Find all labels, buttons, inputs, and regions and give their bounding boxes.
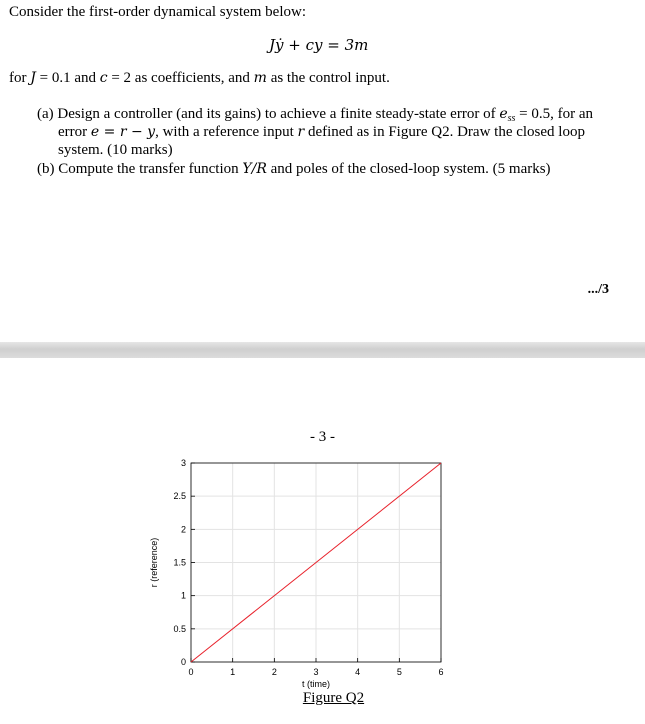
r-symbol: r [297, 124, 305, 140]
ess-subscript: ss [507, 113, 516, 124]
y-tick-label: 3 [180, 458, 186, 468]
x-tick-label: 2 [271, 667, 277, 677]
page-number: - 3 - [310, 429, 335, 445]
coef-mid2-text: = 2 as coefficients, and [107, 70, 254, 86]
coef-c-symbol: c [99, 70, 108, 86]
continued-page-marker: .../3 [587, 282, 609, 297]
transfer-function-symbol: Y/R [242, 161, 267, 177]
x-axis-label: t (time) [302, 679, 330, 689]
error-definition: e = r − y [90, 124, 156, 140]
part-a-line2-mid: , with a reference input [155, 124, 298, 140]
part-a-line-3: system. (10 marks) [58, 142, 173, 158]
part-a-line1-pre: (a) Design a controller (and its gains) to achieve a finite steady-state error of [37, 106, 500, 122]
coef-end-text: as the control input. [266, 70, 390, 86]
x-tick-label: 4 [355, 667, 361, 677]
part-a-line1-post: = 0.5, for an [515, 106, 594, 122]
part-b-pre: (b) Compute the transfer function [37, 161, 243, 177]
part-a-line2-post: defined as in Figure Q2. Draw the closed loop [304, 124, 585, 140]
x-tick-label: 0 [188, 667, 194, 677]
coef-for-text: for [9, 70, 31, 86]
coef-m-symbol: m [253, 70, 267, 86]
system-equation: Jẏ + cy = 3m [269, 36, 369, 54]
x-tick-label: 1 [230, 667, 236, 677]
part-a-line2-pre: error [58, 124, 91, 140]
coef-mid1-text: = 0.1 and [35, 70, 100, 86]
y-tick-label: 1.5 [173, 557, 186, 568]
figure-caption: Figure Q2 [302, 690, 365, 706]
question-intro: Consider the first-order dynamical system below: [9, 4, 307, 20]
y-tick-label: 1 [180, 590, 186, 601]
x-tick-label: 3 [313, 667, 319, 677]
y-axis-label: r (reference) [149, 537, 159, 588]
y-tick-label: 0 [180, 657, 186, 667]
x-tick-label: 5 [396, 667, 402, 677]
y-tick-label: 2.5 [173, 491, 186, 502]
y-tick-label: 2 [180, 524, 186, 535]
part-b-post: and poles of the closed-loop system. (5 marks) [266, 161, 551, 177]
y-tick-label: 0.5 [173, 623, 186, 634]
plot-area [149, 458, 444, 689]
ess-symbol: e [499, 106, 508, 122]
x-tick-label: 6 [438, 667, 444, 677]
coef-j-symbol: J [30, 70, 36, 86]
